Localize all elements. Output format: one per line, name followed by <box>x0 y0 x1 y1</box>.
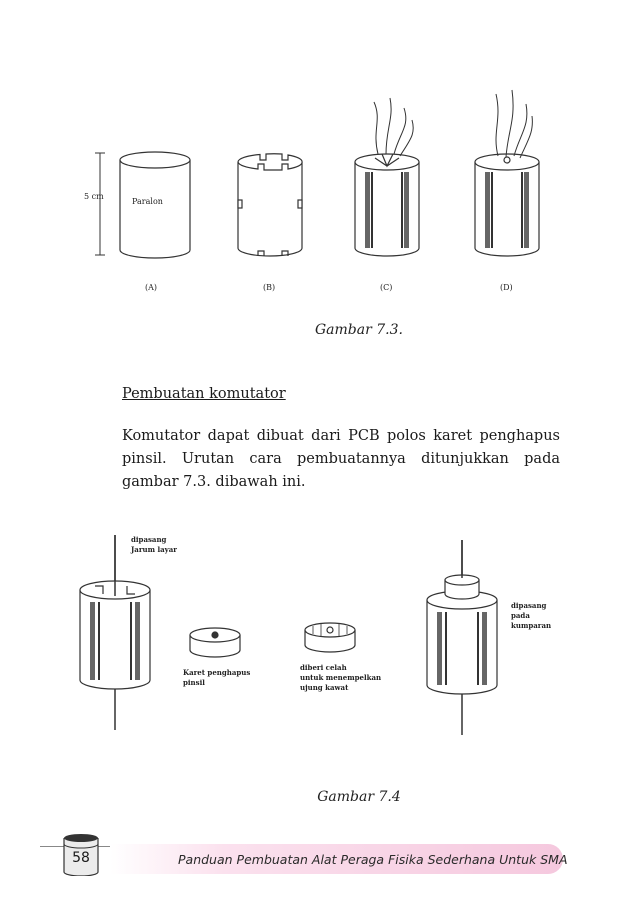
cylinder-d <box>475 90 539 256</box>
section-paragraph: Komutator dapat dibuat dari PCB polos karet penghapus pinsil. Urutan cara pembuatannya ditunjukkan pada gambar 7.3. dibawah ini. <box>122 428 560 490</box>
footer-book-title: Panduan Pembuatan Alat Peraga Fisika Sederhana Untuk SMA <box>178 852 568 867</box>
figure-caption-2: Gambar 7.4 <box>317 789 401 805</box>
label-mounted-line3: kumparan <box>511 621 552 630</box>
commutator-assembly-left <box>80 535 150 730</box>
label-needle-line1: dipasang <box>131 535 167 544</box>
figure-7-3 <box>60 80 580 310</box>
figure-caption-1: Gambar 7.3. <box>315 322 403 338</box>
cylinder-c <box>355 98 419 256</box>
dimension-label: 5 cm <box>84 192 104 201</box>
material-label: Paralon <box>132 197 163 206</box>
page-number-badge <box>62 830 100 876</box>
label-slot-line1: diberi celah <box>300 663 347 672</box>
panel-label-a: (A) <box>145 283 158 292</box>
label-eraser-line1: Karet penghapus <box>183 668 251 677</box>
panel-label-d: (D) <box>500 283 513 292</box>
cylinder-b <box>238 154 302 256</box>
commutator-assembly-right <box>427 540 497 735</box>
section-heading: Pembuatan komutator <box>122 386 286 402</box>
label-needle-line2: Jarum layar <box>131 545 177 554</box>
eraser-disc <box>190 628 240 657</box>
page-number: 58 <box>72 850 90 866</box>
panel-label-c: (C) <box>380 283 393 292</box>
panel-label-b: (B) <box>263 283 276 292</box>
figure-7-4 <box>55 530 595 755</box>
label-mounted-line1: dipasang <box>511 601 547 610</box>
label-mounted-line2: pada <box>511 611 530 620</box>
label-eraser-line2: pinsil <box>183 678 205 687</box>
slotted-disc <box>305 623 355 652</box>
label-slot-line2: untuk menempelkan <box>300 673 382 682</box>
label-slot-line3: ujung kawat <box>300 683 349 692</box>
dimension-marker <box>95 153 105 255</box>
